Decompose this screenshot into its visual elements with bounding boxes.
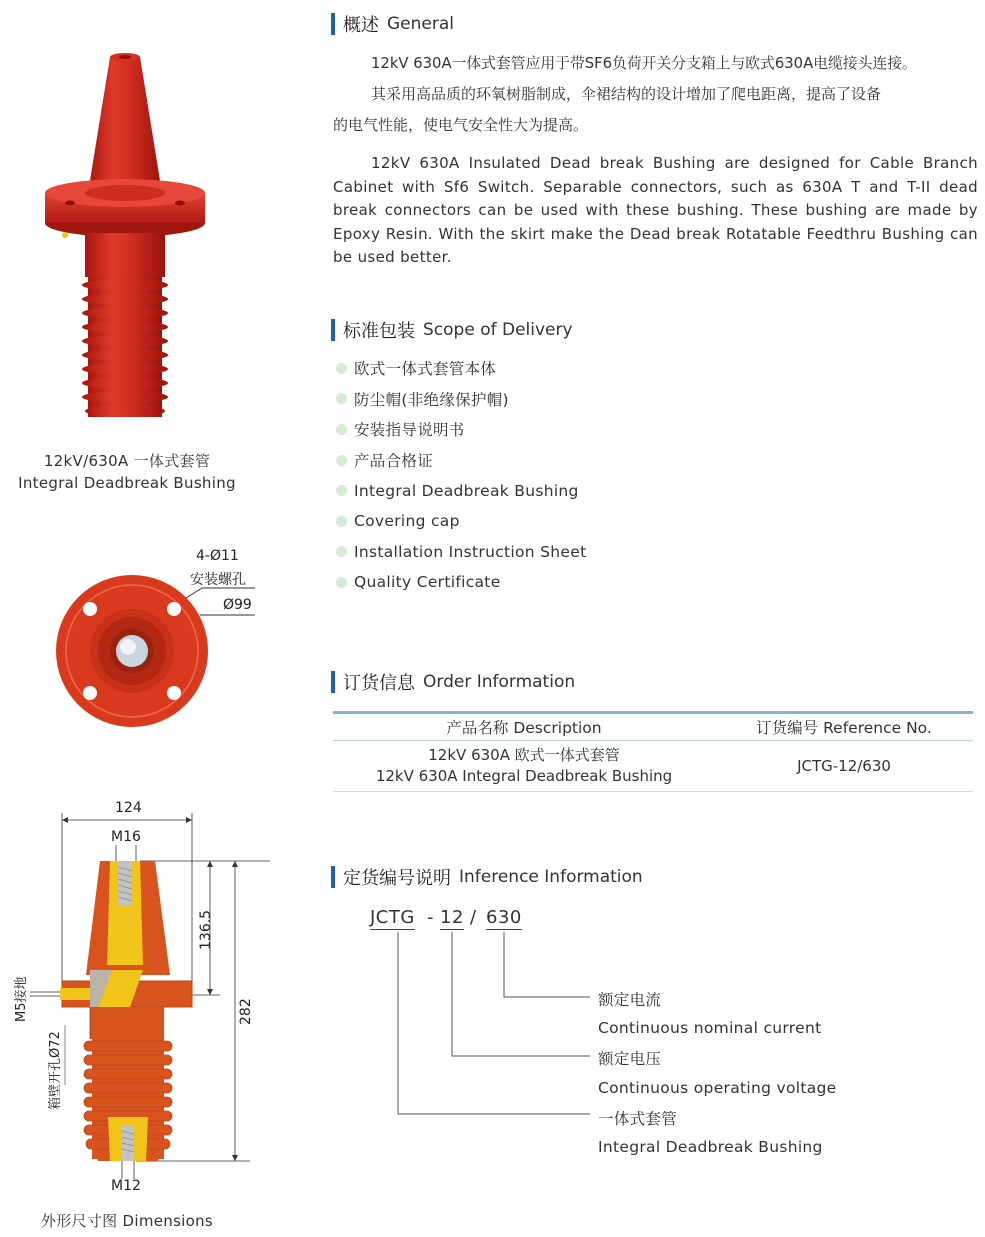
inference-title-cn: 定货编号说明 (343, 868, 451, 889)
list-item (336, 506, 586, 537)
bullet-dot (336, 363, 347, 374)
exp-current-en: Continuous nominal current (598, 1019, 822, 1037)
bullet-dot (336, 424, 347, 435)
heading-bar (331, 13, 335, 35)
delivery-heading (331, 318, 573, 342)
general-cn-line-3: 的电气性能，使电气安全性大为提高。 (333, 116, 589, 134)
general-heading (331, 12, 454, 36)
bullet-dot (336, 546, 347, 557)
exp-type-en: Integral Deadbreak Bushing (598, 1138, 823, 1156)
row-description-cn: 12kV 630A 欧式一体式套管 (428, 746, 620, 764)
inference-heading (331, 865, 643, 889)
list-item (336, 475, 586, 506)
exp-type-cn: 一体式套管 (598, 1110, 678, 1128)
heading-bar (331, 319, 335, 341)
general-cn-line-1: 12kV 630A一体式套管应用于带SF6负荷开关分支箱上与欧式630A电缆接头连接。 (371, 55, 917, 72)
code-connector-lines (390, 930, 590, 1120)
list-item (336, 445, 586, 476)
general-title-cn: 概述 (343, 15, 379, 36)
exp-voltage-cn: 额定电压 (598, 1050, 662, 1068)
row-description-en: 12kV 630A Integral Deadbreak Bushing (375, 767, 673, 785)
dim-bottom-thread: M12 (111, 1178, 141, 1194)
flange-diameter-label: Ø99 (223, 597, 252, 613)
row-reference: JCTG-12/630 (797, 757, 891, 775)
exp-voltage-en: Continuous operating voltage (598, 1079, 837, 1097)
product-caption (0, 450, 254, 494)
dimension-drawing (0, 795, 270, 1195)
dim-upper-height: 136.5 (198, 909, 214, 950)
list-item-text: Covering cap (354, 512, 460, 531)
list-item-text: 防尘帽(非绝缘保护帽) (354, 390, 509, 409)
bullet-dot (336, 393, 347, 404)
code-part-current: 630 (486, 907, 522, 928)
dim-ground-label: M5接地 (14, 976, 29, 1022)
bullet-dot (336, 455, 347, 466)
code-part-type: JCTG (370, 907, 415, 928)
order-title-cn: 订货信息 (343, 673, 415, 694)
bullet-dot (336, 577, 347, 588)
dim-total-height: 282 (238, 998, 254, 1025)
bullet-dot (336, 516, 347, 527)
general-en-text: 12kV 630A Insulated Dead break Bushing are designed for Cable Branch Cabinet with Sf6 Switch. Separable connectors, such as 630A T and T-II dead break connectors can be used with these bushing. These bushing are made by Epoxy Resin. With the skirt make the Dead break Rotatable Feedthru Bushing can be used better. (333, 154, 978, 266)
dimensions-caption: 外形尺寸图 Dimensions (40, 1212, 214, 1230)
heading-bar (331, 671, 335, 693)
col-description: 产品名称 Description (446, 719, 602, 737)
list-item-text: Quality Certificate (354, 573, 501, 592)
bullet-dot (336, 485, 347, 496)
order-heading (331, 670, 575, 694)
list-item-text: Integral Deadbreak Bushing (354, 481, 579, 500)
delivery-list (336, 353, 586, 598)
general-cn-line-2: 其采用高品质的环氧树脂制成，伞裙结构的设计增加了爬电距离，提高了设备 (371, 85, 882, 103)
list-item-text: 欧式一体式套管本体 (354, 360, 497, 379)
order-table (333, 711, 973, 792)
general-paragraph-cn (333, 48, 978, 141)
product-caption-cn: 12kV/630A 一体式套管 (43, 452, 211, 470)
code-separator-dash: - (427, 907, 434, 928)
dim-width: 124 (115, 800, 142, 816)
code-separator-slash: / (470, 907, 477, 928)
inference-title-en: Inference Information (459, 867, 643, 887)
general-title-en: General (387, 14, 454, 34)
list-item-text: 产品合格证 (354, 452, 434, 471)
exp-current-cn: 额定电流 (598, 991, 662, 1009)
list-item (336, 353, 586, 384)
heading-bar (331, 866, 335, 888)
product-photo (30, 45, 225, 430)
flange-holes-label-cn: 安装螺孔 (190, 572, 246, 588)
list-item-text: 安装指导说明书 (354, 421, 465, 440)
flange-holes-label: 4-Ø11 (196, 548, 239, 564)
dim-wall-hole-label: 箱壁开孔Ø72 (48, 1031, 63, 1110)
list-item (336, 384, 586, 415)
order-title-en: Order Information (423, 672, 576, 692)
general-paragraph-en (333, 152, 978, 270)
product-caption-en: Integral Deadbreak Bushing (18, 474, 236, 492)
table-row (333, 741, 973, 792)
list-item (336, 567, 586, 598)
dim-top-thread: M16 (111, 829, 141, 845)
list-item (336, 414, 586, 445)
code-part-voltage: 12 (440, 907, 464, 928)
list-item (336, 537, 586, 568)
row-description (333, 745, 715, 787)
list-item-text: Installation Instruction Sheet (354, 542, 587, 561)
col-reference: 订货编号 Reference No. (756, 719, 932, 737)
delivery-title-en: Scope of Delivery (423, 320, 573, 340)
table-header (333, 714, 973, 741)
delivery-title-cn: 标准包装 (343, 321, 415, 342)
